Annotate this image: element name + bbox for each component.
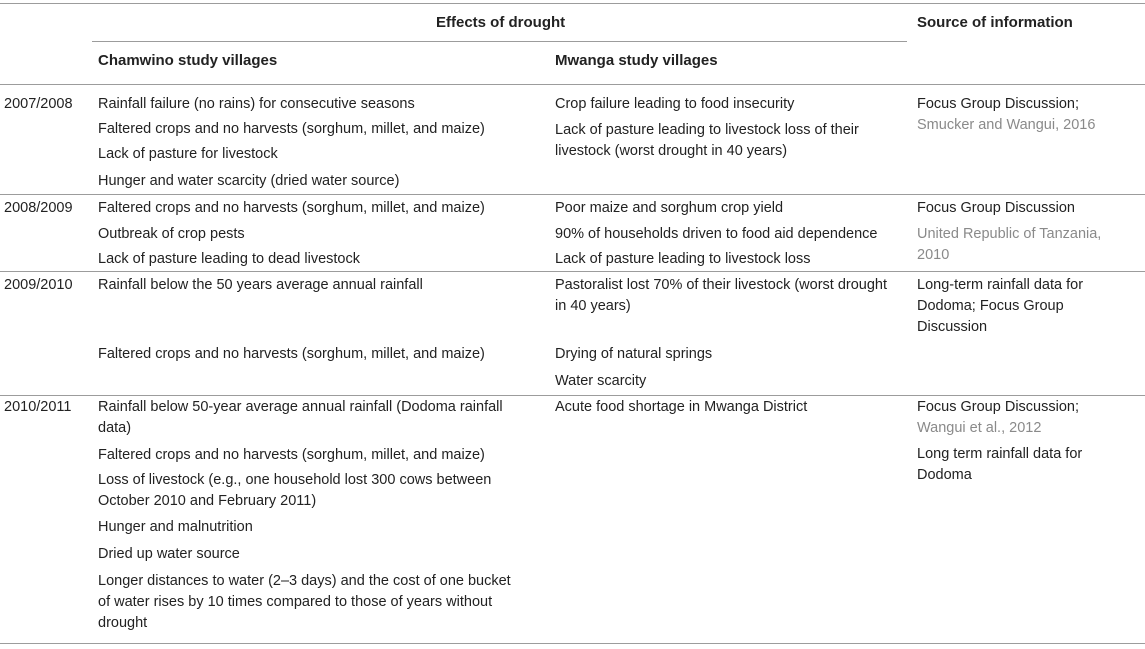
chamwino-effect: Outbreak of crop pests	[98, 226, 245, 242]
source-citation: United Republic of Tanzania,	[917, 226, 1102, 242]
mwanga-effect: in 40 years)	[555, 298, 631, 314]
chamwino-effect: Hunger and malnutrition	[98, 519, 253, 535]
mwanga-effect: Lack of pasture leading to livestock loss	[555, 251, 811, 267]
year-cell: 2010/2011	[4, 399, 72, 415]
header-effects-of-drought: Effects of drought	[436, 14, 566, 31]
chamwino-effect: Longer distances to water (2–3 days) and the cost of one bucket	[98, 573, 511, 589]
source-text: Long term rainfall data for	[917, 446, 1083, 462]
mwanga-effect: Water scarcity	[555, 373, 647, 389]
mwanga-effect: Drying of natural springs	[555, 346, 713, 362]
chamwino-effect: Faltered crops and no harvests (sorghum, millet, and maize)	[98, 346, 485, 362]
source-text: Long-term rainfall data for	[917, 277, 1084, 293]
header-chamwino: Chamwino study villages	[98, 52, 278, 69]
source-text: Focus Group Discussion;	[917, 399, 1079, 415]
chamwino-effect: Rainfall below 50-year average annual rainfall (Dodoma rainfall	[98, 399, 503, 415]
source-text: Focus Group Discussion	[917, 200, 1075, 216]
mwanga-effect: Crop failure leading to food insecurity	[555, 96, 795, 112]
chamwino-effect: Faltered crops and no harvests (sorghum, millet, and maize)	[98, 200, 485, 216]
table-top-rule	[0, 3, 1145, 4]
chamwino-effect: Faltered crops and no harvests (sorghum, millet, and maize)	[98, 121, 485, 137]
table-bottom-rule	[0, 643, 1145, 644]
source-text: Discussion	[917, 319, 988, 335]
year-cell: 2008/2009	[4, 200, 73, 216]
chamwino-effect: Rainfall below the 50 years average annual rainfall	[98, 277, 423, 293]
chamwino-effect: data)	[98, 420, 132, 436]
row-divider	[0, 271, 1145, 272]
row-divider	[0, 395, 1145, 396]
source-citation: Wangui et al., 2012	[917, 420, 1042, 436]
chamwino-effect: Faltered crops and no harvests (sorghum, millet, and maize)	[98, 447, 485, 463]
chamwino-effect: Hunger and water scarcity (dried water source)	[98, 173, 400, 189]
row-divider	[0, 194, 1145, 195]
chamwino-effect: Lack of pasture for livestock	[98, 146, 278, 162]
chamwino-effect: drought	[98, 615, 148, 631]
source-text: Focus Group Discussion;	[917, 96, 1079, 112]
chamwino-effect: Dried up water source	[98, 546, 240, 562]
mwanga-effect: Acute food shortage in Mwanga District	[555, 399, 808, 415]
chamwino-effect: Loss of livestock (e.g., one household lost 300 cows between	[98, 472, 492, 488]
mwanga-effect: Poor maize and sorghum crop yield	[555, 200, 784, 216]
header-mwanga: Mwanga study villages	[555, 52, 718, 69]
year-cell: 2009/2010	[4, 277, 73, 293]
mwanga-effect: Lack of pasture leading to livestock loss of their	[555, 122, 859, 138]
header-bottom-rule	[0, 84, 1145, 85]
source-citation: Smucker and Wangui, 2016	[917, 117, 1096, 133]
source-text: Dodoma	[917, 467, 972, 483]
header-source-of-information: Source of information	[917, 14, 1073, 31]
source-citation: 2010	[917, 247, 950, 263]
chamwino-effect: of water rises by 10 times compared to those of years without	[98, 594, 493, 610]
mwanga-effect: Pastoralist lost 70% of their livestock (worst drought	[555, 277, 888, 293]
chamwino-effect: Rainfall failure (no rains) for consecutive seasons	[98, 96, 415, 112]
year-cell: 2007/2008	[4, 96, 73, 112]
header-sub-rule	[92, 41, 907, 42]
source-text: Dodoma; Focus Group	[917, 298, 1064, 314]
chamwino-effect: October 2010 and February 2011)	[98, 493, 317, 509]
mwanga-effect: livestock (worst drought in 40 years)	[555, 143, 788, 159]
mwanga-effect: 90% of households driven to food aid dependence	[555, 226, 878, 242]
chamwino-effect: Lack of pasture leading to dead livestock	[98, 251, 360, 267]
